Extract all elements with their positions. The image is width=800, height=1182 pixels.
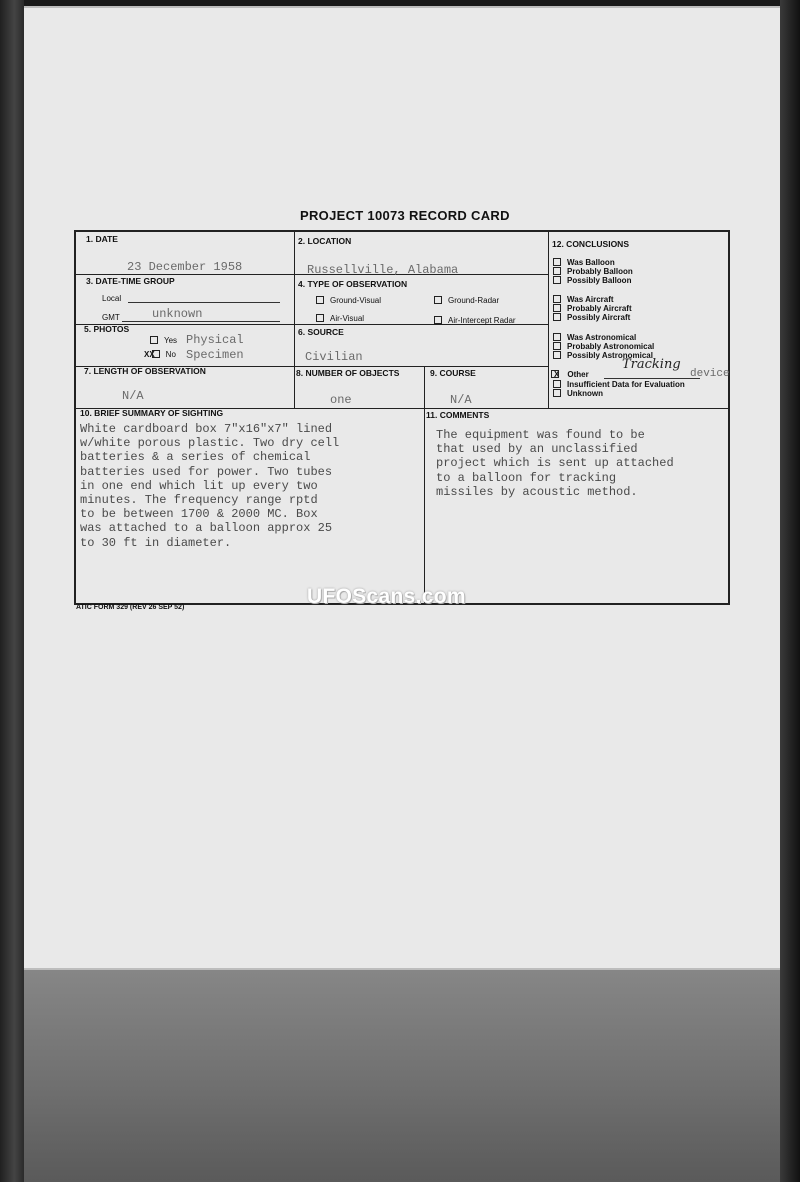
location-label: 2. LOCATION — [298, 236, 352, 246]
conclusion-option: Probably Aircraft — [553, 304, 632, 313]
course-label: 9. COURSE — [430, 368, 476, 378]
photos-no-mark: XX — [144, 350, 155, 359]
source-value: Civilian — [305, 350, 363, 364]
checkbox-icon — [553, 351, 561, 359]
observation-option-ground-radar: Ground-Radar — [434, 296, 499, 305]
location-value: Russellville, Alabama — [307, 263, 459, 277]
conclusion-option: Was Aircraft — [553, 295, 632, 304]
date-label: 1. DATE — [86, 234, 118, 244]
photos-yes-option: Yes — [150, 336, 177, 345]
conclusion-option: Possibly Aircraft — [553, 313, 632, 322]
checkbox-icon — [434, 296, 442, 304]
checkbox-icon — [553, 304, 561, 312]
summary-label: 10. BRIEF SUMMARY OF SIGHTING — [80, 408, 224, 418]
comments-line: that used by an unclassified — [436, 442, 638, 457]
length-value: N/A — [122, 389, 144, 403]
summary-line: batteries & a series of chemical — [80, 450, 311, 465]
conclusions-aircraft-group — [553, 295, 632, 322]
summary-line: to be between 1700 & 2000 MC. Box — [80, 507, 318, 522]
summary-line: was attached to a balloon approx 25 — [80, 521, 333, 536]
checkbox-icon — [553, 389, 561, 397]
conclusions-other-mark: X — [554, 370, 560, 379]
card-title: PROJECT 10073 RECORD CARD — [300, 208, 510, 223]
summary-line: in one end which lit up every two — [80, 478, 318, 493]
comments-line: The equipment was found to be — [436, 428, 645, 442]
checkbox-icon — [316, 314, 324, 322]
observation-option-ground-visual: Ground-Visual — [316, 296, 381, 305]
conclusions-other-typed: device — [690, 368, 730, 380]
checkbox-icon — [434, 316, 442, 324]
conclusion-option: Unknown — [553, 389, 685, 398]
photos-typed-physical: Physical — [186, 333, 244, 347]
observation-option-air-visual: Air-Visual — [316, 314, 364, 323]
conclusion-option: Was Astronomical — [553, 333, 654, 342]
checkbox-icon — [553, 313, 561, 321]
film-background — [0, 950, 800, 1182]
checkbox-icon — [553, 276, 561, 284]
checkbox-icon — [152, 350, 160, 358]
photos-label: 5. PHOTOS — [84, 324, 130, 334]
conclusion-option: Possibly Astronomical — [553, 351, 654, 360]
photos-typed-specimen: Specimen — [186, 348, 244, 362]
dtg-gmt-label: GMT — [102, 313, 120, 322]
objects-value: one — [330, 393, 352, 407]
conclusions-other-option: X Other — [551, 370, 589, 379]
source-label: 6. SOURCE — [298, 327, 344, 337]
checkbox-icon — [553, 333, 561, 341]
rule — [424, 366, 425, 605]
dtg-local-line — [128, 302, 280, 303]
summary-line: w/white porous plastic. Two dry cell — [80, 436, 340, 451]
conclusion-option: Probably Astronomical — [553, 342, 654, 351]
checkbox-icon — [150, 336, 158, 344]
film-edge-left — [0, 0, 24, 1182]
photos-no-option: XX No — [144, 350, 176, 359]
form-number: ATIC FORM 329 (REV 26 SEP 52) — [76, 604, 185, 611]
conclusion-option: Probably Balloon — [553, 267, 633, 276]
rule — [294, 232, 295, 408]
dtg-label: 3. DATE-TIME GROUP — [86, 276, 175, 286]
checkbox-icon — [553, 267, 561, 275]
checkbox-icon — [316, 296, 324, 304]
summary-line: batteries used for power. Two tubes — [80, 464, 333, 479]
checkbox-icon — [553, 380, 561, 388]
comments-label: 11. COMMENTS — [426, 410, 490, 420]
rule — [548, 232, 549, 408]
comments-line: missiles by acoustic method. — [436, 484, 638, 499]
comments-line: project which is sent up attached — [436, 456, 674, 471]
conclusion-option: Was Balloon — [553, 258, 633, 267]
conclusions-tail-group — [553, 380, 685, 398]
watermark: UFOScans.com — [307, 585, 466, 608]
course-value: N/A — [450, 393, 472, 407]
summary-line: minutes. The frequency range rptd — [80, 493, 318, 507]
comments-line: to a balloon for tracking — [436, 470, 617, 485]
checkbox-icon — [553, 342, 561, 350]
checkbox-icon — [553, 258, 561, 266]
summary-line: to 30 ft in diameter. — [80, 535, 232, 550]
conclusion-option: Possibly Balloon — [553, 276, 633, 285]
film-edge-right — [780, 0, 800, 1182]
dtg-gmt-line — [122, 321, 280, 322]
conclusions-balloon-group — [553, 258, 633, 285]
summary-line: White cardboard box 7"x16"x7" lined — [80, 422, 333, 436]
conclusions-label: 12. CONCLUSIONS — [552, 239, 629, 249]
conclusions-other-line — [604, 378, 700, 379]
dtg-gmt-value: unknown — [152, 307, 203, 321]
date-value: 23 December 1958 — [127, 260, 243, 274]
length-label: 7. LENGTH OF OBSERVATION — [84, 366, 206, 376]
conclusions-other-handwritten: Tracking — [622, 357, 681, 372]
observation-type-label: 4. TYPE OF OBSERVATION — [298, 279, 408, 289]
checkbox-icon — [551, 370, 559, 378]
conclusion-option: Insufficient Data for Evaluation — [553, 380, 685, 389]
dtg-local-label: Local — [102, 294, 122, 303]
observation-option-air-intercept-radar: Air-Intercept Radar — [434, 316, 516, 325]
conclusions-astronomical-group — [553, 333, 654, 360]
checkbox-icon — [553, 295, 561, 303]
objects-label: 8. NUMBER OF OBJECTS — [296, 368, 400, 378]
